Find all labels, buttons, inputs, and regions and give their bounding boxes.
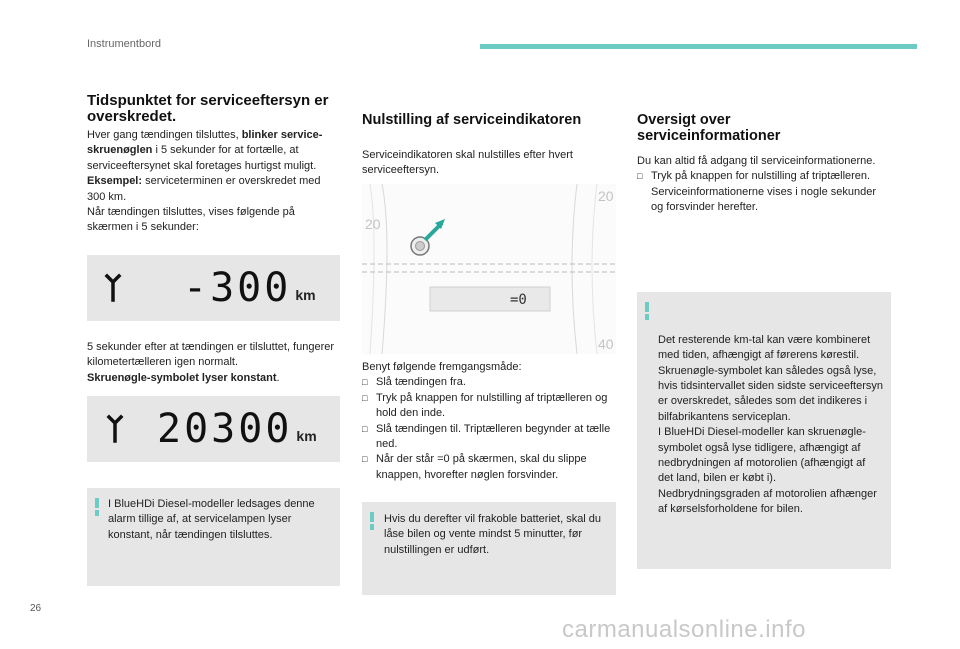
wrench-icon <box>105 413 127 445</box>
wrench-icon <box>103 272 125 304</box>
list-item: □ Tryk på knappen for nulstilling af triptælleren og hold den inde. <box>362 391 616 422</box>
watermark: carmanualsonline.info <box>562 616 806 643</box>
column-2-procedure <box>362 360 616 483</box>
odometer-display-normal <box>87 396 340 462</box>
paragraph-reset-intro: Serviceindikatoren skal nulstilles efter hvert serviceeftersyn. <box>362 149 573 177</box>
km-unit: km <box>295 287 316 303</box>
heading-reset-indicator: Nulstilling af serviceindikatoren <box>362 112 582 128</box>
bullet-icon: □ <box>362 454 368 465</box>
bullet-icon: □ <box>637 171 643 182</box>
note-bluehdi-servicelamp: I BlueHDi Diesel-modeller ledsages denne alarm tillige af, at servicelampen lyser konstant, når tændingen tilsluttes. <box>87 488 340 586</box>
info-marker <box>95 498 99 516</box>
column-2 <box>362 112 616 179</box>
list-item: □ Slå tændingen til. Triptælleren begynder at tælle ned. <box>362 422 616 453</box>
column-3 <box>637 112 891 216</box>
procedure-intro: Benyt følgende fremgangsmåde: <box>362 361 522 373</box>
note-battery: Hvis du derefter vil frakoble batteriet, skal du låse bilen og vente mindst 5 minutter, før nulstillingen er udført. <box>362 502 616 595</box>
bullet-icon: □ <box>362 423 368 434</box>
dash-gauge-label-right-top: 20 <box>598 188 614 204</box>
column-1 <box>87 93 339 236</box>
list-item: □ Slå tændingen fra. <box>362 375 616 390</box>
dashboard-illustration <box>362 184 616 354</box>
heading-service-overview: Oversigt over serviceinformationer <box>637 112 781 144</box>
paragraph-example: Eksempel: serviceterminen er overskredet med 300 km. <box>87 175 321 203</box>
info-marker <box>370 512 374 530</box>
list-item: □ Tryk på knappen for nulstilling af triptælleren. Serviceinformationerne vises i nogle sekunder og forsvinder herefter. <box>637 169 891 215</box>
list-item: □ Når der står =0 på skærmen, skal du slippe knappen, hvorefter nøglen forsvinder. <box>362 452 616 483</box>
paragraph-blink: Hver gang tændingen tilsluttes, blinker service-skruenøglen i 5 sekunder for at fortælle, at serviceeftersynet skal foretages hurtigst muligt. <box>87 129 323 172</box>
odometer-km-value: 20300 <box>157 406 293 452</box>
dash-gauge-label-left: 20 <box>365 216 381 232</box>
odometer-display-overdue <box>87 255 340 321</box>
column-1-lower <box>87 340 339 386</box>
info-marker <box>645 302 649 320</box>
dash-gauge-label-right-bottom: 40 <box>598 336 614 352</box>
heading-service-overdue: Tidspunktet for serviceeftersyn er overskredet. <box>87 92 329 125</box>
paragraph-normal-odometer: 5 sekunder efter at tændingen er tilsluttet, fungerer kilometertælleren igen normalt. <box>87 341 335 369</box>
dash-readout: =0 <box>510 292 527 308</box>
overdue-km-value: -300 <box>183 265 292 311</box>
note-remaining-km: Det resterende km-tal kan være kombineret med tiden, afhængigt af førerens kørestil. Skruenøgle-symbolet kan således også lyse, hvis tidsintervallet siden sidste serviceeftersyn er overskredet, således som det indikeres i bilfabrikantens serviceplan. I BlueHDi Diesel-modeller kan skruenøgle-symbolet også lyse tidligere, afhængigt af nedbrydningen af motorolien (afhængigt af det land, bilen er købt i). Nedbrydningsgraden af motorolien afhænger af kørselsforholdene for bilen. <box>637 292 891 569</box>
bullet-icon: □ <box>362 392 368 403</box>
paragraph-display-info: Når tændingen tilsluttes, vises følgende på skærmen i 5 sekunder: <box>87 206 295 234</box>
header-accent-bar <box>480 44 917 49</box>
page-number: 26 <box>30 603 42 614</box>
km-unit: km <box>296 428 317 444</box>
paragraph-overview-intro: Du kan altid få adgang til serviceinformationerne. <box>637 155 876 167</box>
paragraph-wrench-constant: Skruenøgle-symbolet lyser konstant. <box>87 371 280 384</box>
bullet-icon: □ <box>362 377 368 388</box>
section-title: Instrumentbord <box>87 38 161 50</box>
